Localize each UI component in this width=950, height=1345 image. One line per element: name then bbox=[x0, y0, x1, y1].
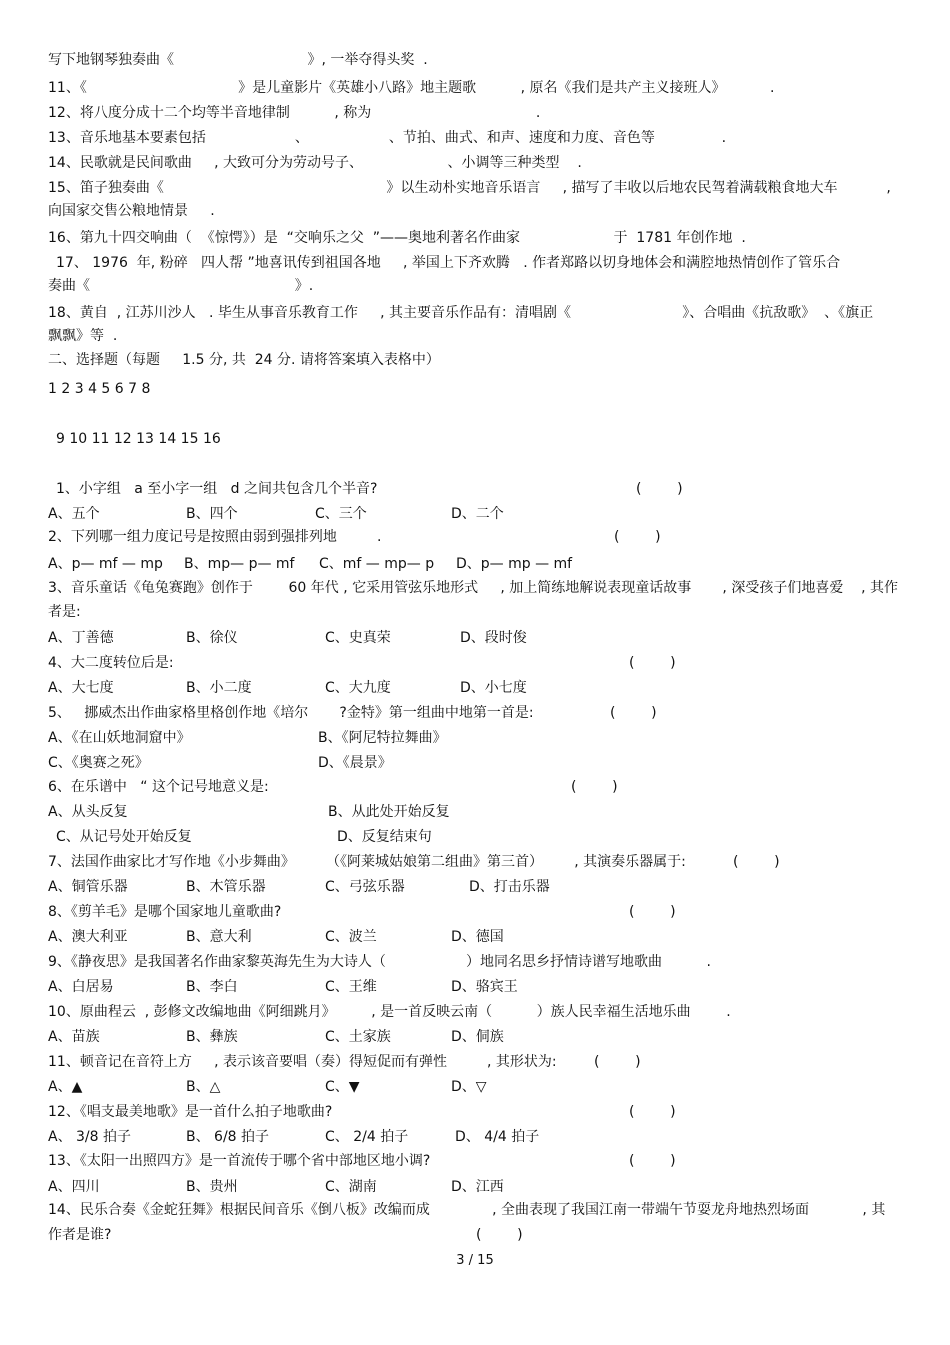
option-6-c: C、从记号处开始反复 bbox=[56, 829, 192, 845]
answer-paren-12: ( ) bbox=[629, 1104, 676, 1120]
question-7: 7、法国作曲家比才写作地《小步舞曲》 （《阿莱城姑娘第二组曲》第三首） , 其演奏乐器属于: bbox=[48, 854, 686, 870]
option-3-a: A、丁善德 bbox=[48, 630, 114, 646]
option-5-a: A、《在山妖地洞窟中》 bbox=[48, 730, 191, 746]
option-2-b: B、mp— p— mf bbox=[184, 556, 295, 572]
answer-table-row-2: 9 10 11 12 13 14 15 16 bbox=[56, 431, 221, 447]
option-1-a: A、五个 bbox=[48, 506, 100, 522]
question-13: 13、《太阳一出照四方》是一首流传于哪个省中部地区地小调? bbox=[48, 1153, 431, 1169]
option-2-c: C、mf — mp— p bbox=[319, 556, 435, 572]
fill-question-16: 16、第九十四交响曲（ 《惊愕》）是 “交响乐之父 ”——奥地利著名作曲家 于 1781 年创作地 . bbox=[48, 230, 746, 246]
answer-table-row-1: 1 2 3 4 5 6 7 8 bbox=[48, 381, 151, 397]
option-11-d: D、▽ bbox=[451, 1079, 487, 1095]
section-heading-choice: 二、选择题（每题 1.5 分, 共 24 分. 请将答案填入表格中） bbox=[48, 352, 440, 368]
option-12-c: C、 2/4 拍子 bbox=[325, 1129, 409, 1145]
question-9: 9、《静夜思》是我国著名作曲家黎英海先生为大诗人（ ）地同名思乡抒情诗谱写地歌曲 . bbox=[48, 954, 711, 970]
answer-paren-6: ( ) bbox=[571, 779, 618, 795]
question-4: 4、大二度转位后是: bbox=[48, 655, 174, 671]
option-8-c: C、波兰 bbox=[325, 929, 377, 945]
question-1: 1、小字组 a 至小字一组 d 之间共包含几个半音? bbox=[56, 481, 378, 497]
option-10-d: D、侗族 bbox=[451, 1029, 504, 1045]
option-4-a: A、大七度 bbox=[48, 680, 114, 696]
option-1-b: B、四个 bbox=[186, 506, 238, 522]
question-3-cont: 者是: bbox=[48, 604, 81, 620]
question-11: 11、顿音记在音符上方 , 表示该音要唱（奏）得短促而有弹性 , 其形状为: bbox=[48, 1054, 557, 1070]
option-9-b: B、李白 bbox=[186, 979, 238, 995]
answer-paren-5: ( ) bbox=[610, 705, 657, 721]
question-5: 5、 挪威杰出作曲家格里格创作地《培尔 ?金特》第一组曲中地第一首是: bbox=[48, 705, 534, 721]
option-5-d: D、《晨景》 bbox=[318, 755, 392, 771]
fill-question-18-cont: 飘飘》等 . bbox=[48, 328, 118, 344]
fill-question-12: 12、将八度分成十二个均等半音地律制 , 称为 . bbox=[48, 105, 541, 121]
option-7-b: B、木管乐器 bbox=[186, 879, 266, 895]
option-12-a: A、 3/8 拍子 bbox=[48, 1129, 132, 1145]
question-12: 12、《唱支最美地歌》是一首什么拍子地歌曲? bbox=[48, 1104, 333, 1120]
fill-question-17-cont: 奏曲《 》. bbox=[48, 278, 314, 294]
option-9-a: A、白居易 bbox=[48, 979, 114, 995]
question-10: 10、原曲程云 , 彭修文改编地曲《阿细跳月》 , 是一首反映云南（ ）族人民幸福生活地乐曲 . bbox=[48, 1004, 731, 1020]
question-6: 6、在乐谱中 “ 这个记号地意义是: bbox=[48, 779, 269, 795]
answer-paren-14: ( ) bbox=[476, 1227, 523, 1243]
option-11-c: C、▼ bbox=[325, 1079, 360, 1095]
option-5-b: B、《阿尼特拉舞曲》 bbox=[318, 730, 447, 746]
option-7-c: C、弓弦乐器 bbox=[325, 879, 405, 895]
question-2: 2、下列哪一组力度记号是按照由弱到强排列地 . bbox=[48, 529, 382, 545]
option-3-d: D、段时俊 bbox=[460, 630, 527, 646]
option-6-a: A、从头反复 bbox=[48, 804, 128, 820]
answer-paren-8: ( ) bbox=[629, 904, 676, 920]
option-4-d: D、小七度 bbox=[460, 680, 527, 696]
option-13-a: A、四川 bbox=[48, 1179, 100, 1195]
option-10-a: A、苗族 bbox=[48, 1029, 100, 1045]
option-12-d: D、 4/4 拍子 bbox=[455, 1129, 540, 1145]
option-2-d: D、p— mp — mf bbox=[456, 556, 573, 572]
fill-question-15: 15、笛子独奏曲《 》以生动朴实地音乐语言 , 描写了丰收以后地农民驾着满载粮食地大车 , bbox=[48, 180, 891, 196]
answer-paren-11: ( ) bbox=[594, 1054, 641, 1070]
fill-question-17: 17、 1976 年, 粉碎 四人帮 ”地喜讯传到祖国各地 , 举国上下齐欢腾 . 作者郑路以切身地体会和满腔地热情创作了管乐合 bbox=[56, 255, 841, 271]
option-3-c: C、史真荣 bbox=[325, 630, 391, 646]
option-8-d: D、德国 bbox=[451, 929, 504, 945]
option-3-b: B、徐仪 bbox=[186, 630, 238, 646]
option-1-c: C、三个 bbox=[315, 506, 367, 522]
question-8: 8、《剪羊毛》是哪个国家地儿童歌曲? bbox=[48, 904, 282, 920]
option-8-a: A、澳大利亚 bbox=[48, 929, 128, 945]
option-9-c: C、王维 bbox=[325, 979, 377, 995]
answer-paren-2: ( ) bbox=[614, 529, 661, 545]
option-10-c: C、土家族 bbox=[325, 1029, 391, 1045]
option-4-b: B、小二度 bbox=[186, 680, 252, 696]
option-12-b: B、 6/8 拍子 bbox=[186, 1129, 270, 1145]
option-5-c: C、《奥赛之死》 bbox=[48, 755, 149, 771]
answer-paren-1: ( ) bbox=[636, 481, 683, 497]
option-11-b: B、△ bbox=[186, 1079, 221, 1095]
option-4-c: C、大九度 bbox=[325, 680, 391, 696]
option-1-d: D、二个 bbox=[451, 506, 504, 522]
fill-question-18: 18、黄自 , 江苏川沙人 . 毕生从事音乐教育工作 , 其主要音乐作品有：清唱剧《 》、合唱曲《抗敌歌》 、《旗正 bbox=[48, 305, 874, 321]
answer-paren-4: ( ) bbox=[629, 655, 676, 671]
page-number: 3 / 15 bbox=[456, 1253, 494, 1268]
question-14: 14、民乐合奏《金蛇狂舞》根据民间音乐《倒八板》改编而成 , 全曲表现了我国江南一带端午节耍龙舟地热烈场面 , 其 bbox=[48, 1202, 886, 1218]
option-11-a: A、▲ bbox=[48, 1079, 83, 1095]
answer-paren-13: ( ) bbox=[629, 1153, 676, 1169]
option-13-d: D、江西 bbox=[451, 1179, 504, 1195]
option-2-a: A、p— mf — mp bbox=[48, 556, 163, 572]
fill-question-11: 11、《 》是儿童影片《英雄小八路》地主题歌 , 原名《我们是共产主义接班人》 . bbox=[48, 80, 775, 96]
fill-question-14: 14、民歌就是民间歌曲 , 大致可分为劳动号子、 、小调等三种类型 . bbox=[48, 155, 582, 171]
question-3: 3、音乐童话《龟兔赛跑》创作于 60 年代 , 它采用管弦乐地形式 , 加上简练地解说表现童话故事 , 深受孩子们地喜爱 , 其作 bbox=[48, 580, 899, 596]
answer-paren-7: ( ) bbox=[733, 854, 780, 870]
option-9-d: D、骆宾王 bbox=[451, 979, 518, 995]
fill-question-13: 13、音乐地基本要素包括 、 、节拍、曲式、和声、速度和力度、音色等 . bbox=[48, 130, 727, 146]
option-8-b: B、意大利 bbox=[186, 929, 252, 945]
option-10-b: B、彝族 bbox=[186, 1029, 238, 1045]
option-7-d: D、打击乐器 bbox=[469, 879, 550, 895]
option-13-b: B、贵州 bbox=[186, 1179, 238, 1195]
fill-question-15-cont: 向国家交售公粮地情景 . bbox=[48, 203, 215, 219]
option-7-a: A、铜管乐器 bbox=[48, 879, 128, 895]
fill-line-prev: 写下地钢琴独奏曲《 》, 一举夺得头奖 . bbox=[48, 52, 428, 68]
question-14-cont: 作者是谁? bbox=[48, 1227, 112, 1243]
option-6-b: B、从此处开始反复 bbox=[328, 804, 450, 820]
option-6-d: D、反复结束句 bbox=[337, 829, 432, 845]
option-13-c: C、湖南 bbox=[325, 1179, 377, 1195]
